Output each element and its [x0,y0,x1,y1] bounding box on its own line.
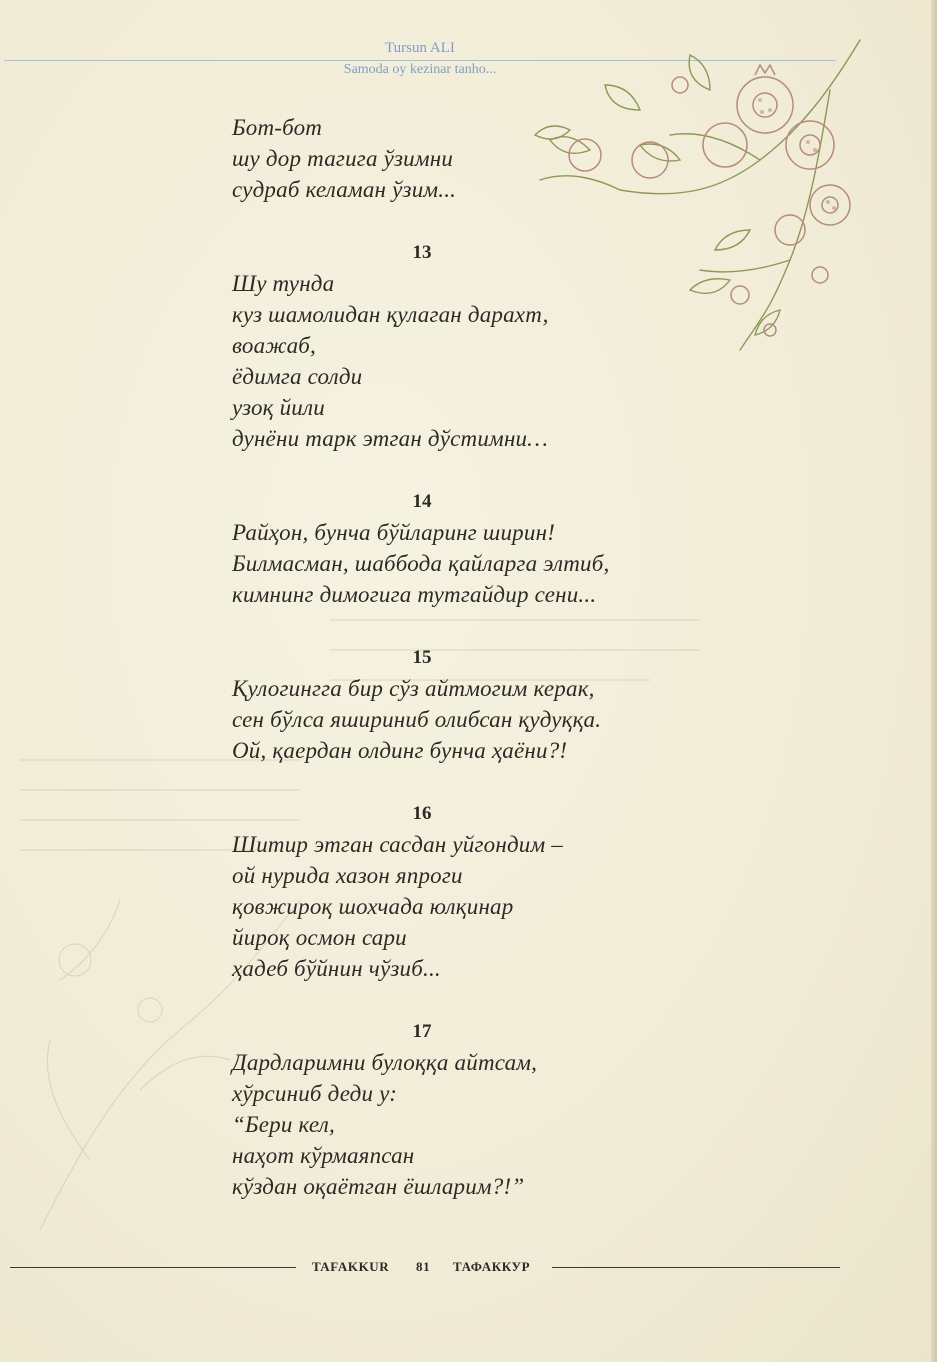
stanza-number: 14 [412,491,432,512]
poem-line: шу дор тагига ўзимни [232,146,454,171]
poem-line: ой нурида хазон япроги [232,863,463,888]
page-footer [0,1257,937,1277]
poem-line: хўрсиниб деди у: [232,1081,398,1106]
poem-line: қовжироқ шохчада юлқинар [232,894,514,919]
poem-line: Дардларимни булоққа айтсам, [232,1050,538,1075]
page-edge [931,0,937,1362]
stanza-number: 15 [412,647,432,668]
poem-line: наҳот кўрмаяпсан [232,1143,415,1168]
poem-line: кўздан оқаётган ёшларим?!” [232,1174,525,1199]
poem-line: судраб келаман ўзим... [232,177,457,202]
footer-page-number: 81 [416,1259,431,1274]
stanza-number: 17 [412,1021,432,1042]
stanza-number: 13 [412,242,432,263]
poem-line: ҳадеб бўйнин чўзиб... [232,956,441,981]
poem-line: узоқ йили [232,395,325,420]
poem-line: Қулогингга бир сўз айтмогим керак, [232,676,595,701]
poem-line: дунёни тарк этган дўстимни… [232,426,548,451]
poem-line: Билмасман, шаббода қайларга элтиб, [232,551,610,576]
poem-line: Ой, қаердан олдинг бунча ҳаёни?! [232,738,568,763]
poem-line: йироқ осмон сари [232,925,407,950]
poem-body [232,112,792,1202]
poem-line: Шитир этган сасдан уйгондим – [232,832,564,857]
footer-rule-right [552,1267,840,1268]
poem-line: куз шамолидан қулаган дарахт, [232,302,549,327]
poem-line: Бот-бот [232,115,323,140]
header-author: Tursun ALI [385,40,455,56]
poem-line: Шу тунда [232,271,335,296]
poem-line: сен бўлса яшириниб олибсан қудуққа. [232,707,602,732]
poem-line: кимнинг димогига тутгайдир сени... [232,582,597,607]
footer-journal-cyrillic: ТАФАККУР [453,1259,531,1274]
poem-line: воажаб, [232,333,316,358]
poem-line: ёдимга солди [232,364,363,389]
footer-rule-left [10,1267,296,1268]
stanza-number: 16 [412,803,432,824]
poem-line: “Бери кел, [232,1112,335,1137]
footer-journal-latin: TAFAKKUR [312,1259,390,1274]
poem-line: Райҳон, бунча бўйларинг ширин! [232,520,556,545]
header-book-title: Samoda oy kezinar tanho... [343,62,497,77]
